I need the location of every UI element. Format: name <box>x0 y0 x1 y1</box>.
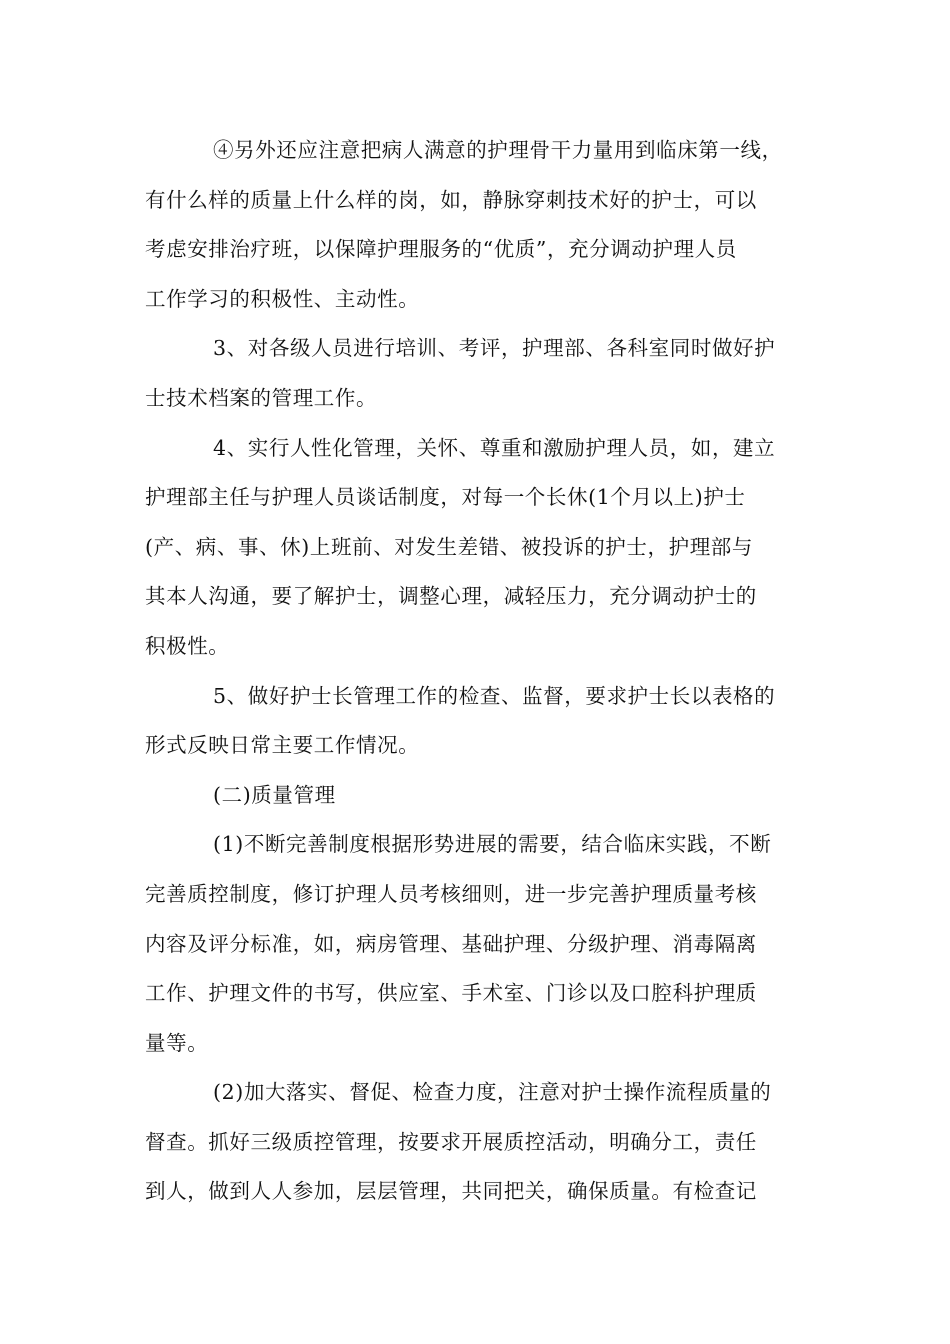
text-line: 4、实行人性化管理，关怀、尊重和激励护理人员，如，建立 <box>213 435 776 460</box>
text-line: 工作、护理文件的书写，供应室、手术室、门诊以及口腔科护理质 <box>145 981 757 1006</box>
paragraph-improve-rules <box>145 820 810 1068</box>
text-line: 形式反映日常主要工作情况。 <box>145 733 420 758</box>
text-line: 到人，做到人人参加，层层管理，共同把关，确保质量。有检查记 <box>145 1179 757 1204</box>
text-line: 5、做好护士长管理工作的检查、监督，要求护士长以表格的 <box>213 683 776 708</box>
text-line: 其本人沟通，要了解护士，调整心理，减轻压力，充分调动护士的 <box>145 584 757 609</box>
text-line: 考虑安排治疗班，以保障护理服务的“优质”，充分调动护理人员 <box>145 237 737 262</box>
text-line: 工作学习的积极性、主动性。 <box>145 286 420 311</box>
text-line: 士技术档案的管理工作。 <box>145 385 378 410</box>
paragraph-core-staff-assignment <box>145 126 810 324</box>
text-line: 3、对各级人员进行培训、考评，护理部、各科室同时做好护 <box>213 336 776 361</box>
paragraph-head-nurse-supervision <box>145 672 810 771</box>
text-line: 有什么样的质量上什么样的岗，如，静脉穿刺技术好的护士，可以 <box>145 187 757 212</box>
paragraph-humanized-management <box>145 424 810 672</box>
text-line: 积极性。 <box>145 633 230 658</box>
text-line: 量等。 <box>145 1030 209 1055</box>
text-line: 督查。抓好三级质控管理，按要求开展质控活动，明确分工，责任 <box>145 1129 757 1154</box>
text-line: (2)加大落实、督促、检查力度，注意对护士操作流程质量的 <box>213 1080 772 1105</box>
section-heading-quality-management <box>145 771 810 821</box>
text-line: 完善质控制度，修订护理人员考核细则，进一步完善护理质量考核 <box>145 881 757 906</box>
paragraph-strengthen-inspection <box>145 1068 810 1217</box>
text-line: 护理部主任与护理人员谈话制度，对每一个长休(1个月以上)护士 <box>145 485 746 510</box>
text-line: 内容及评分标准，如，病房管理、基础护理、分级护理、消毒隔离 <box>145 931 757 956</box>
text-line: ④另外还应注意把病人满意的护理骨干力量用到临床第一线， <box>213 138 783 162</box>
text-line: (产、病、事、休)上班前、对发生差错、被投诉的护士，护理部与 <box>145 534 753 559</box>
text-line: (1)不断完善制度根据形势进展的需要，结合临床实践，不断 <box>213 832 772 857</box>
section-heading: (二)质量管理 <box>213 782 336 807</box>
document-body <box>145 126 810 1217</box>
paragraph-training-assessment <box>145 324 810 423</box>
